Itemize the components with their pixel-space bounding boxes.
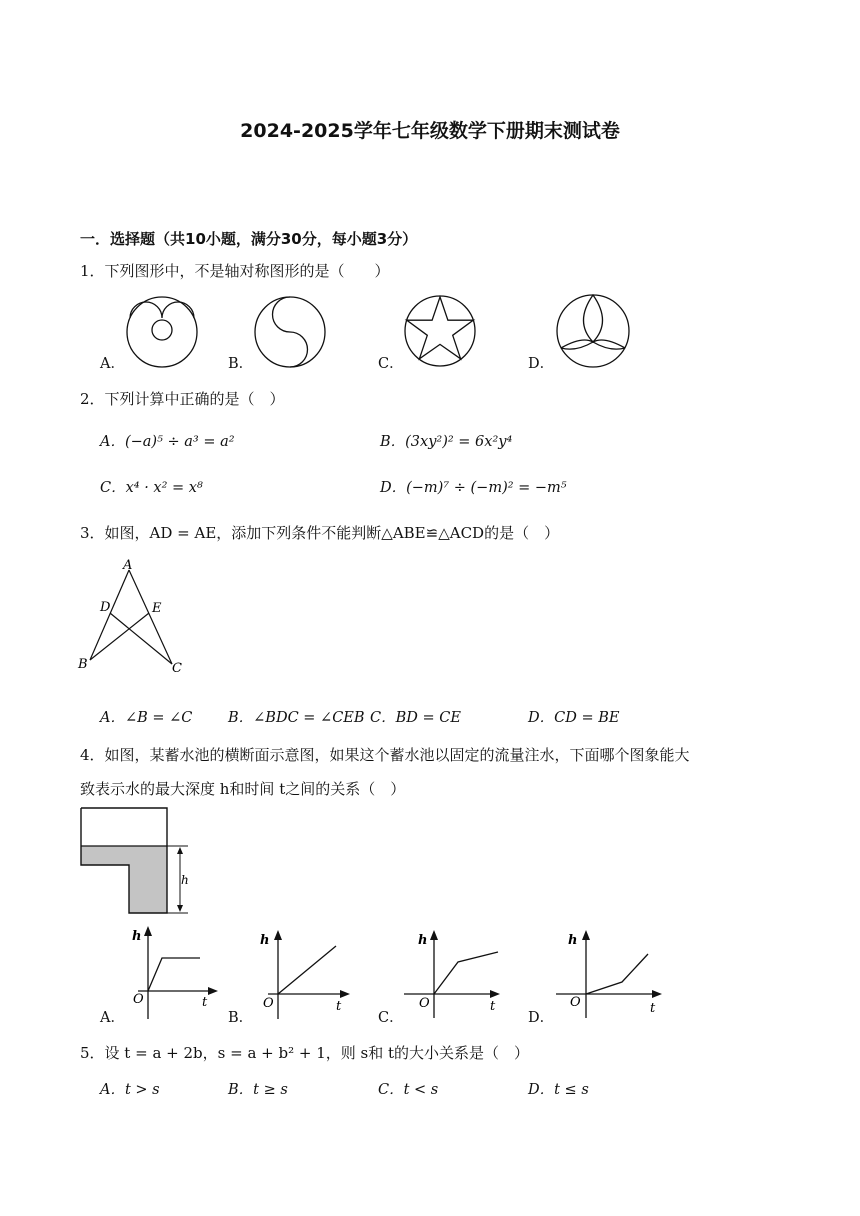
q4b-origin: O [263,996,274,1011]
q4-option-b-label: B． [228,1010,254,1026]
q4-option-c-label: C． [378,1010,404,1026]
q4-reservoir-figure [78,806,198,918]
q3-option-d: D．CD = BE [528,710,620,726]
q4c-origin: O [419,996,430,1011]
question-2-stem: 2．下列计算中正确的是（ ） [80,390,285,408]
q3-label-b: B [78,657,88,672]
q1-figure-a [122,296,202,368]
q5-option-d: D．t ≤ s [528,1082,589,1098]
q1-figure-d [554,292,632,368]
q1-option-a-label: A． [100,356,125,372]
q3-label-a: A [123,558,133,573]
q4c-x-label: t [490,999,496,1014]
page-title: 2024-2025学年七年级数学下册期末测试卷 [240,120,620,142]
q4-option-a-label: A． [100,1010,125,1026]
q3-label-e: E [152,601,162,616]
q4a-x-label: t [202,995,208,1010]
q1-figure-b [252,296,328,368]
q3-figure [76,556,188,678]
question-3-stem: 3．如图，AD = AE，添加下列条件不能判断△ABE≌△ACD的是（ ） [80,524,560,542]
question-1-stem: 1．下列图形中，不是轴对称图形的是（ ） [80,262,390,280]
q1-option-d-label: D． [528,356,555,372]
q4d-y-label: h [568,933,578,948]
q4-graph-c [402,926,506,1022]
question-5-stem: 5．设 t = a + 2b，s = a + b² + 1，则 s和 t的大小关系是（ ） [80,1044,530,1062]
q4b-x-label: t [336,999,342,1014]
q3-option-a: A．∠B = ∠C [100,710,193,726]
q5-option-c: C．t < s [378,1082,439,1098]
q4-h-label: h [181,873,189,887]
q1-figure-c [402,294,478,368]
q4-option-d-label: D． [528,1010,555,1026]
q4-graph-b [256,924,356,1022]
q4d-x-label: t [650,1001,656,1016]
q4-graph-a [128,924,224,1022]
q4-graph-d [556,926,668,1022]
q2-option-c: C．x⁴ · x² = x⁸ [100,480,203,496]
question-4-stem-line2: 致表示水的最大深度 h和时间 t之间的关系（ ） [80,780,406,798]
section-heading: 一．选择题（共10小题，满分30分，每小题3分） [80,230,418,248]
q5-option-b: B．t ≥ s [228,1082,288,1098]
q4a-origin: O [133,992,144,1007]
q4b-y-label: h [260,933,270,948]
q2-option-b: B．(3xy²)² = 6x²y⁴ [380,434,513,450]
q3-label-d: D [100,600,111,615]
question-4-stem-line1: 4．如图，某蓄水池的横断面示意图，如果这个蓄水池以固定的流量注水，下面哪个图象能大 [80,746,690,764]
q2-option-d: D．(−m)⁷ ÷ (−m)² = −m⁵ [380,480,567,496]
q5-option-a: A．t > s [100,1082,160,1098]
q4d-origin: O [570,995,581,1010]
q1-option-b-label: B． [228,356,254,372]
q3-option-b: B．∠BDC = ∠CEB [228,710,365,726]
q4c-y-label: h [418,933,428,948]
q3-label-c: C [172,661,182,676]
q4a-y-label: h [132,929,142,944]
q3-option-c: C．BD = CE [370,710,461,726]
q1-option-c-label: C． [378,356,404,372]
q2-option-a: A．(−a)⁵ ÷ a³ = a² [100,434,235,450]
